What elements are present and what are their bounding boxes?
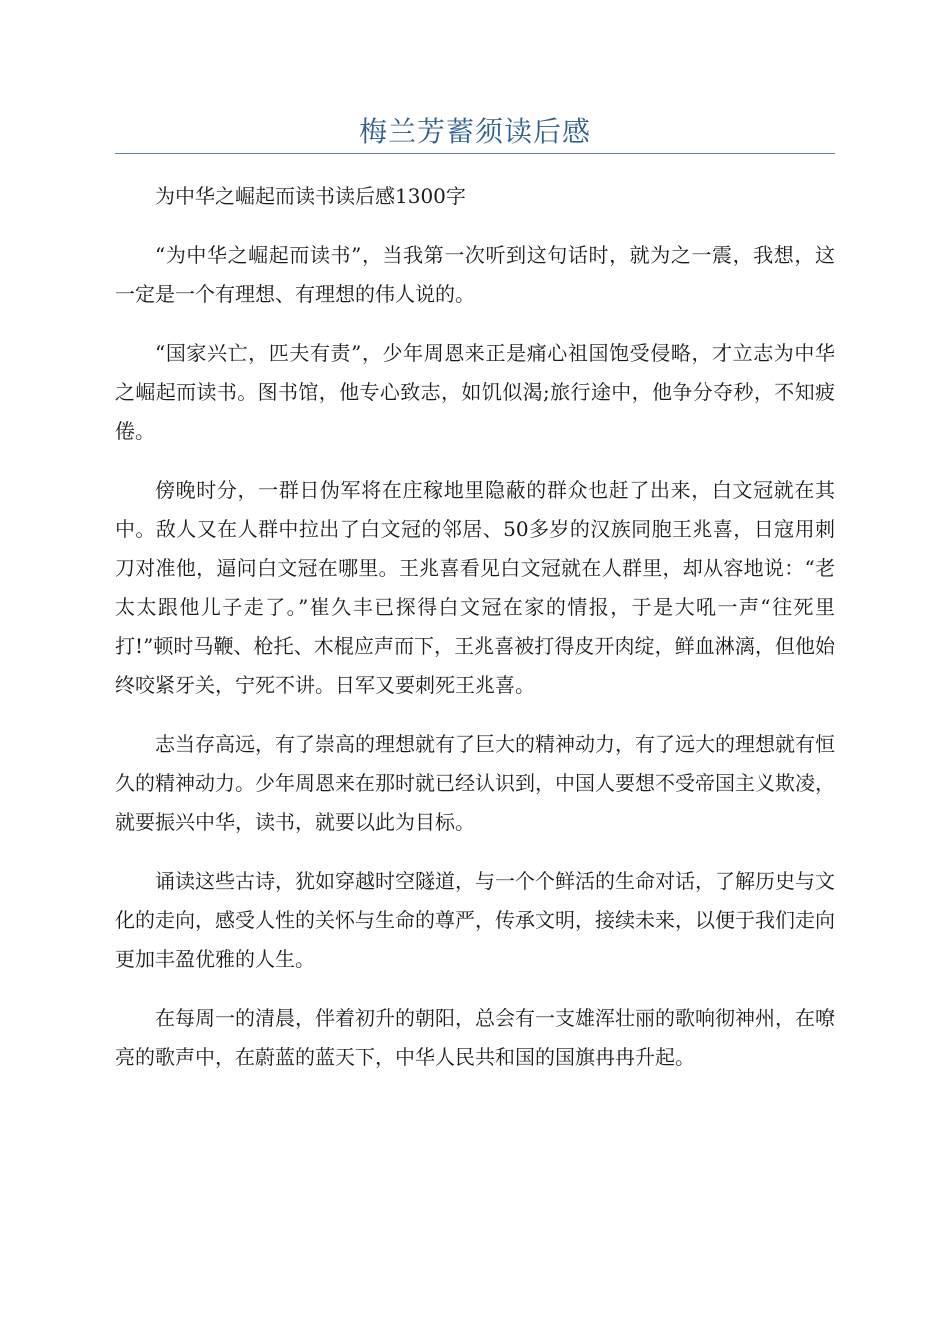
document-body xyxy=(115,177,835,1097)
paragraph: 傍晚时分，一群日伪军将在庄稼地里隐蔽的群众也赶了出来，白文冠就在其中。敌人又在人群中拉出了白文冠的邻居、50多岁的汉族同胞王兆喜，日寇用刺刀对准他，逼问白文冠在哪里。王兆喜看见白文冠就在人群里，却从容地说：“老太太跟他儿子走了。”崔久丰已探得白文冠在家的情报，于是大吼一声“往死里打!”顿时马鞭、枪托、木棍应声而下，王兆喜被打得皮开肉绽，鲜血淋漓，但他始终咬紧牙关，宁死不讲。日军又要刺死王兆喜。 xyxy=(115,478,835,697)
paragraph: 志当存高远，有了崇高的理想就有了巨大的精神动力，有了远大的理想就有恒久的精神动力。少年周恩来在那时就已经认识到，中国人要想不受帝国主义欺凌，就要振兴中华，读书，就要以此为目标。 xyxy=(115,732,835,834)
paragraph: “国家兴亡，匹夫有责”，少年周恩来正是痛心祖国饱受侵略，才立志为中华之崛起而读书。图书馆，他专心致志，如饥似渴;旅行途中，他争分夺秒，不知疲倦。 xyxy=(115,341,835,443)
title-underline xyxy=(115,153,835,154)
document-title: 梅兰芳蓄须读后感 xyxy=(358,115,591,148)
paragraph: 诵读这些古诗，犹如穿越时空隧道，与一个个鲜活的生命对话，了解历史与文化的走向，感受人性的关怀与生命的尊严，传承文明，接续未来，以便于我们走向更加丰盈优雅的人生。 xyxy=(115,869,835,971)
paragraph: 在每周一的清晨，伴着初升的朝阳，总会有一支雄浑壮丽的歌响彻神州，在嘹亮的歌声中，在蔚蓝的蓝天下，中华人民共和国的国旗冉冉升起。 xyxy=(115,1006,835,1069)
paragraph-subtitle: 为中华之崛起而读书读后感1300字 xyxy=(155,184,466,208)
paragraph: “为中华之崛起而读书”，当我第一次听到这句话时，就为之一震，我想，这一定是一个有理想、有理想的伟人说的。 xyxy=(115,243,835,306)
